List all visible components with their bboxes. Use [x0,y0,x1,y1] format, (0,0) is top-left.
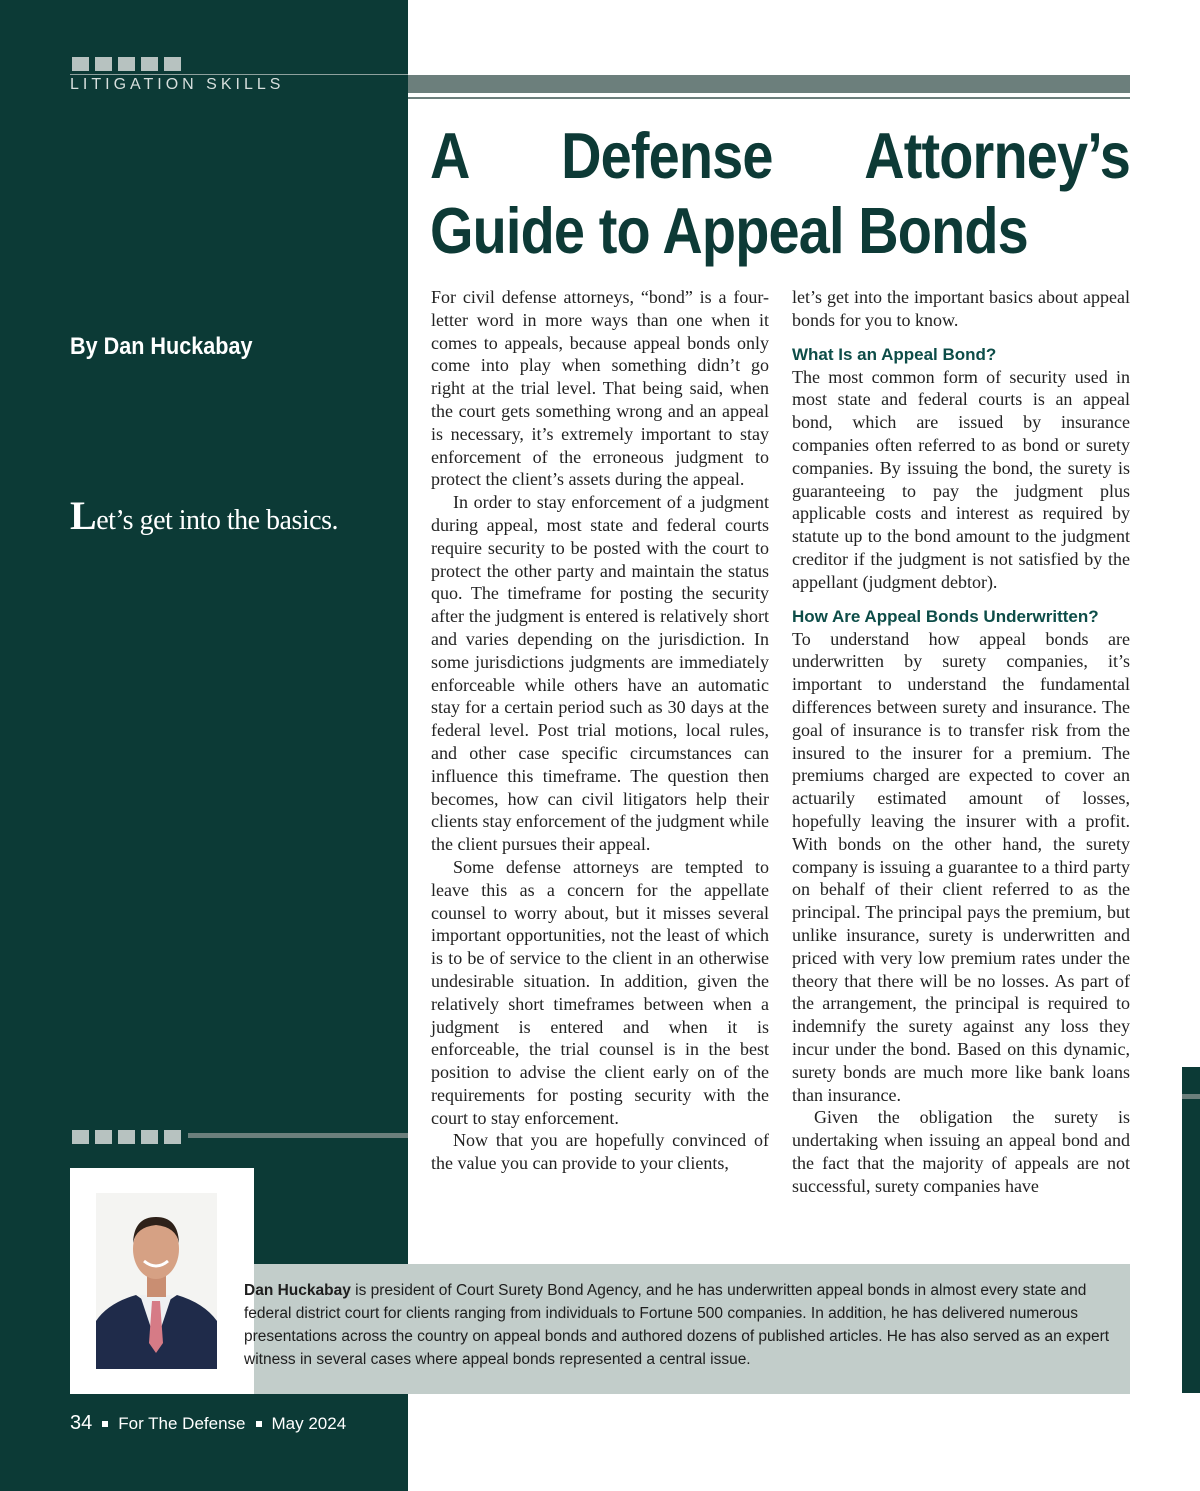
section-label: LITIGATION SKILLS [70,76,285,93]
title-line-2: Guide to Appeal Bonds [430,194,1028,267]
article-title [430,118,1130,268]
paragraph: Some defense attorneys are tempted to leave this as a concern for the appellate counsel to worry about, but it misses several important opportunities, not the least of which is to be of service to the client in an otherwise undesirable situation. In addition, given the relatively short timeframes between when a judgment is entered and when it is enforceable, the trial counsel is in the best position to advise the client early on of the requirements for posting security with the court to stay enforcement. [431,856,769,1128]
decorative-squares-top [72,57,181,71]
footer-separator [256,1421,262,1427]
body-column-2 [792,286,1130,1197]
paragraph: Now that you are hopefully convinced of the value you can provide to your clients, [431,1130,769,1174]
footer-separator [102,1421,108,1427]
paragraph: Given the obligation the surety is undertaking when issuing an appeal bond and the fact that the majority of appeals are not successful, surety companies have [792,1107,1130,1196]
deck-dropcap: L [70,493,97,538]
title-word: Attorney’s [864,119,1131,192]
page-edge-line [1182,1094,1200,1099]
decorative-squares-bottom [72,1130,181,1144]
paragraph: To understand how appeal bonds are underwritten by surety companies, it’s important to understand the fundamental differences between surety and insurance. The goal of insurance is to transfer risk from the insured to the insurer for a premium. The premiums charged are expected to cover an actuarily estimated amount of losses, hopefully leaving the insurer with a profit. With bonds on the other hand, the surety company is issuing a guarantee to a third party on behalf of their client referred to as the principal. The principal pays the premium, but unlike insurance, surety is underwritten and priced with very low premium rates under the theory that there will be no losses. As part of the arrangement, the principal is required to indemnify the surety against any loss they incur under the bond. Based on this dynamic, surety bonds are much more like bank loans than insurance. [792,628,1130,1105]
title-word: Defense [561,119,773,192]
subheading-how-underwritten: How Are Appeal Bonds Underwritten? [792,606,1099,626]
section-rule-thin [408,97,1130,99]
publication-name: For The Defense [118,1413,246,1433]
paragraph: The most common form of security used in most state and federal courts is an appeal bond, which are issued by insurance companies often referred to as bond or surety companies. By issuing the bond, the surety is guaranteeing to pay the judgment plus applicable costs and interest as required by statute up to the bond amount to the judgment creditor if the judgment is not satisfied by the appellant (judgment debtor). [792,366,1130,592]
bio-body: is president of Court Surety Bond Agency, and he has underwritten appeal bonds in almost every state and federal district court for clients ranging from individuals to Fortune 500 companies. In addition, he has delivered numerous presentations across the country on appeal bonds and authored dozens of published articles. He has also served as an expert witness in several cases where appeal bonds represented a central issue. [244,1282,1110,1368]
title-word: A [430,119,470,192]
subheading-what-is-appeal-bond: What Is an Appeal Bond? [792,344,997,364]
page-number: 34 [70,1412,93,1434]
page-footer [70,1412,346,1435]
author-bio [244,1279,1116,1371]
deck-text [70,492,338,539]
paragraph: let’s get into the important basics about appeal bonds for you to know. [792,287,1130,330]
issue-date: May 2024 [271,1413,347,1433]
paragraph: For civil defense attorneys, “bond” is a four-letter word in more ways than one when it comes to appeals, because appeal bonds only come into play when something didn’t go right at the trial level. That being said, when the court gets something wrong and an appeal is necessary, it’s extremely important to stay enforcement of the erroneous judgment to protect the client’s assets during the appeal. [431,287,769,490]
bio-rule [188,1133,408,1138]
body-column-1 [431,286,769,1175]
byline: By Dan Huckabay [70,333,253,360]
section-rule-bar [408,75,1130,93]
paragraph: In order to stay enforcement of a judgment during appeal, most state and federal courts require security to be posted with the court to protect the other party and maintain the status quo. The timeframe for posting the security after the judgment is entered is relatively short and varies depending on the jurisdiction. In some jurisdictions judgments are immediately enforceable while others have an automatic stay for a certain period such as 30 days at the federal level. Post trial motions, local rules, and other case specific circumstances can influence this timeframe. The question then becomes, how can civil litigators help their clients stay enforcement of the judgment while the client pursues their appeal. [431,492,769,855]
page-edge-tab [1182,1067,1200,1393]
bio-name: Dan Huckabay [244,1282,351,1299]
author-photo [96,1193,217,1369]
deck-rest: et’s get into the basics. [96,505,338,536]
